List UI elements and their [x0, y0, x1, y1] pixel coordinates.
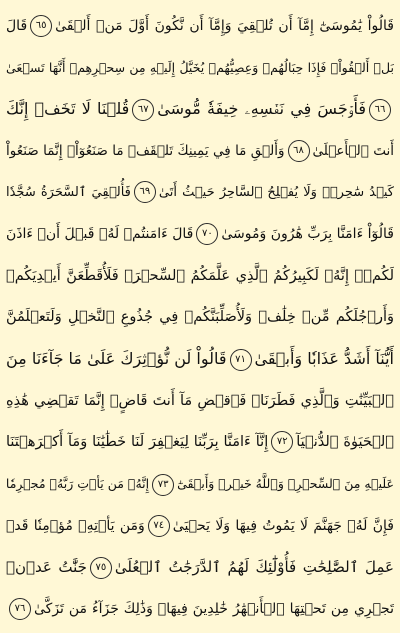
verse-text: تَجۡرِي مِن تَحۡتِهَا ٱلۡأَنۡهَٰرُ خَٰلِدِينَ فِيهَاۚ وَذَٰلِكَ جَزَآءُ مَن تَزَكَّىٰ [34, 600, 394, 617]
verse-text: قَالَ [6, 18, 28, 34]
ayah-number-marker: ٧٤ [148, 515, 170, 537]
ayah-number-marker: ٧٥ [90, 557, 112, 579]
verse-text: وَأَرۡجُلَكُم مِّنۡ خِلَٰفٖ وَلَأُصَلِّبَنَّكُمۡ فِي جُذُوعِ ٱلنَّخۡلِ وَلَتَعۡلَمُنَّ [6, 309, 394, 326]
verse-text: فَإِنَّ لَهُۥ جَهَنَّمَ لَا يَمُوتُ فِيهَا وَلَا يَحۡيَىٰ [172, 517, 394, 534]
verse-text: قَالُوٓاْ ءَامَنَّا بِرَبِّ هَٰرُونَ وَمُوسَىٰ [221, 226, 394, 243]
ayah-number-marker: ٦٥ [30, 15, 52, 37]
verse-line [6, 464, 394, 504]
verse-text: أَنتَ ٱلۡأَعۡلَىٰ [312, 142, 394, 159]
verse-line [6, 6, 394, 46]
verse-text: جَنَّٰتُ عَدۡنٖ [6, 558, 87, 577]
verse-text: فَأَوۡجَسَ فِي نَفۡسِهِۦ خِيفَةٗ مُّوسَىٰ [157, 99, 366, 119]
verse-line [6, 131, 394, 171]
verse-line [6, 506, 394, 546]
verse-text: أَيُّنَآ أَشَدُّ عَذَابٗا وَأَبۡقَىٰ [254, 349, 394, 369]
verse-text: كَيۡدُ سَٰحِرٖۖ وَلَا يُفۡلِحُ ٱلسَّاحِرُ حَيۡثُ أَتَىٰ [158, 184, 394, 200]
ayah-number-marker: ٦٦ [369, 99, 391, 121]
verse-line [6, 48, 394, 88]
verse-lines [6, 6, 394, 629]
ayah-number-marker: ٦٨ [288, 140, 310, 162]
ayah-number-marker: ٧٢ [271, 431, 293, 453]
verse-text: قَالُواْ لَن نُّؤۡثِرَكَ عَلَىٰ مَا جَآءَنَا مِنَ [6, 349, 227, 369]
ayah-number-marker: ٦٩ [134, 181, 156, 203]
ayah-number-marker: ٧٣ [152, 474, 174, 496]
verse-text: عَمِلَ ٱلصَّٰلِحَٰتِ فَأُوْلَٰٓئِكَ لَهُمُ ٱلدَّرَجَٰتُ ٱلۡعُلَىٰ [114, 558, 394, 577]
verse-line [6, 89, 394, 129]
ayah-number-marker: ٧١ [230, 349, 252, 371]
verse-text: لَكُمۡۖ إِنَّهُۥ لَكَبِيرُكُمُ ٱلَّذِي عَلَّمَكُمُ ٱلسِّحۡرَۖ فَلَأُقَطِّعَنَّ أَيۡدِيَكُمۡ [6, 267, 394, 284]
verse-line [6, 256, 394, 296]
verse-line [6, 422, 394, 462]
verse-text: وَأَلۡقِ مَا فِي يَمِينِكَ تَلۡقَفۡ مَا صَنَعُوٓاْۖ إِنَّمَا صَنَعُواْ [6, 142, 285, 159]
ayah-number-marker: ٧٦ [9, 598, 31, 620]
ayah-number-marker: ٦٧ [132, 99, 154, 121]
verse-text: وَمَن يَأۡتِهِۦ مُؤۡمِنٗا قَدۡ [6, 517, 145, 534]
verse-text: بَلۡ أَلۡقُواْۖ فَإِذَا حِبَالُهُمۡ وَعِصِيُّهُمۡ يُخَيَّلُ إِلَيۡهِ مِن سِحۡرِهِمۡ أَنَّهَا تَسۡعَىٰ [6, 59, 394, 75]
verse-text: قَالُواْ يَٰمُوسَىٰٓ إِمَّآ أَن تُلۡقِيَ وَإِمَّآ أَن نَّكُونَ أَوَّلَ مَنۡ أَلۡقَىٰ [55, 18, 394, 34]
verse-text: ٱلۡحَيَوٰةَ ٱلدُّنۡيَآ [296, 434, 394, 451]
verse-line [6, 339, 394, 379]
verse-line [6, 297, 394, 337]
verse-text: قُلۡنَا لَا تَخَفۡ إِنَّكَ [6, 99, 130, 119]
verse-line [6, 589, 394, 629]
verse-text: إِنَّآ ءَامَنَّا بِرَبِّنَا لِيَغۡفِرَ لَنَا خَطَٰيَٰنَا وَمَآ أَكۡرَهۡتَنَا [6, 434, 269, 451]
verse-text: إِنَّهُۥ مَن يَأۡتِ رَبَّهُۥ مُجۡرِمٗا [6, 476, 150, 492]
verse-text: فَأُلۡقِيَ ٱلسَّحَرَةُ سُجَّدٗا [6, 184, 131, 200]
verse-line [6, 214, 394, 254]
verse-line [6, 381, 394, 421]
ayah-number-marker: ٧٠ [196, 223, 218, 245]
verse-text: ٱلۡبَيِّنَٰتِ وَٱلَّذِي فَطَرَنَاۖ فَٱقۡضِ مَآ أَنتَ قَاضٍۖ إِنَّمَا تَقۡضِي هَٰذِهِ [6, 392, 394, 409]
verse-line [6, 547, 394, 587]
verse-line [6, 173, 394, 213]
verse-text: قَالَ ءَامَنتُمۡ لَهُۥ قَبۡلَ أَنۡ ءَاذَنَ [6, 226, 194, 243]
verse-text: عَلَيۡهِ مِنَ ٱلسِّحۡرِۗ وَٱللَّهُ خَيۡرٞ وَأَبۡقَىٰٓ [177, 476, 394, 492]
